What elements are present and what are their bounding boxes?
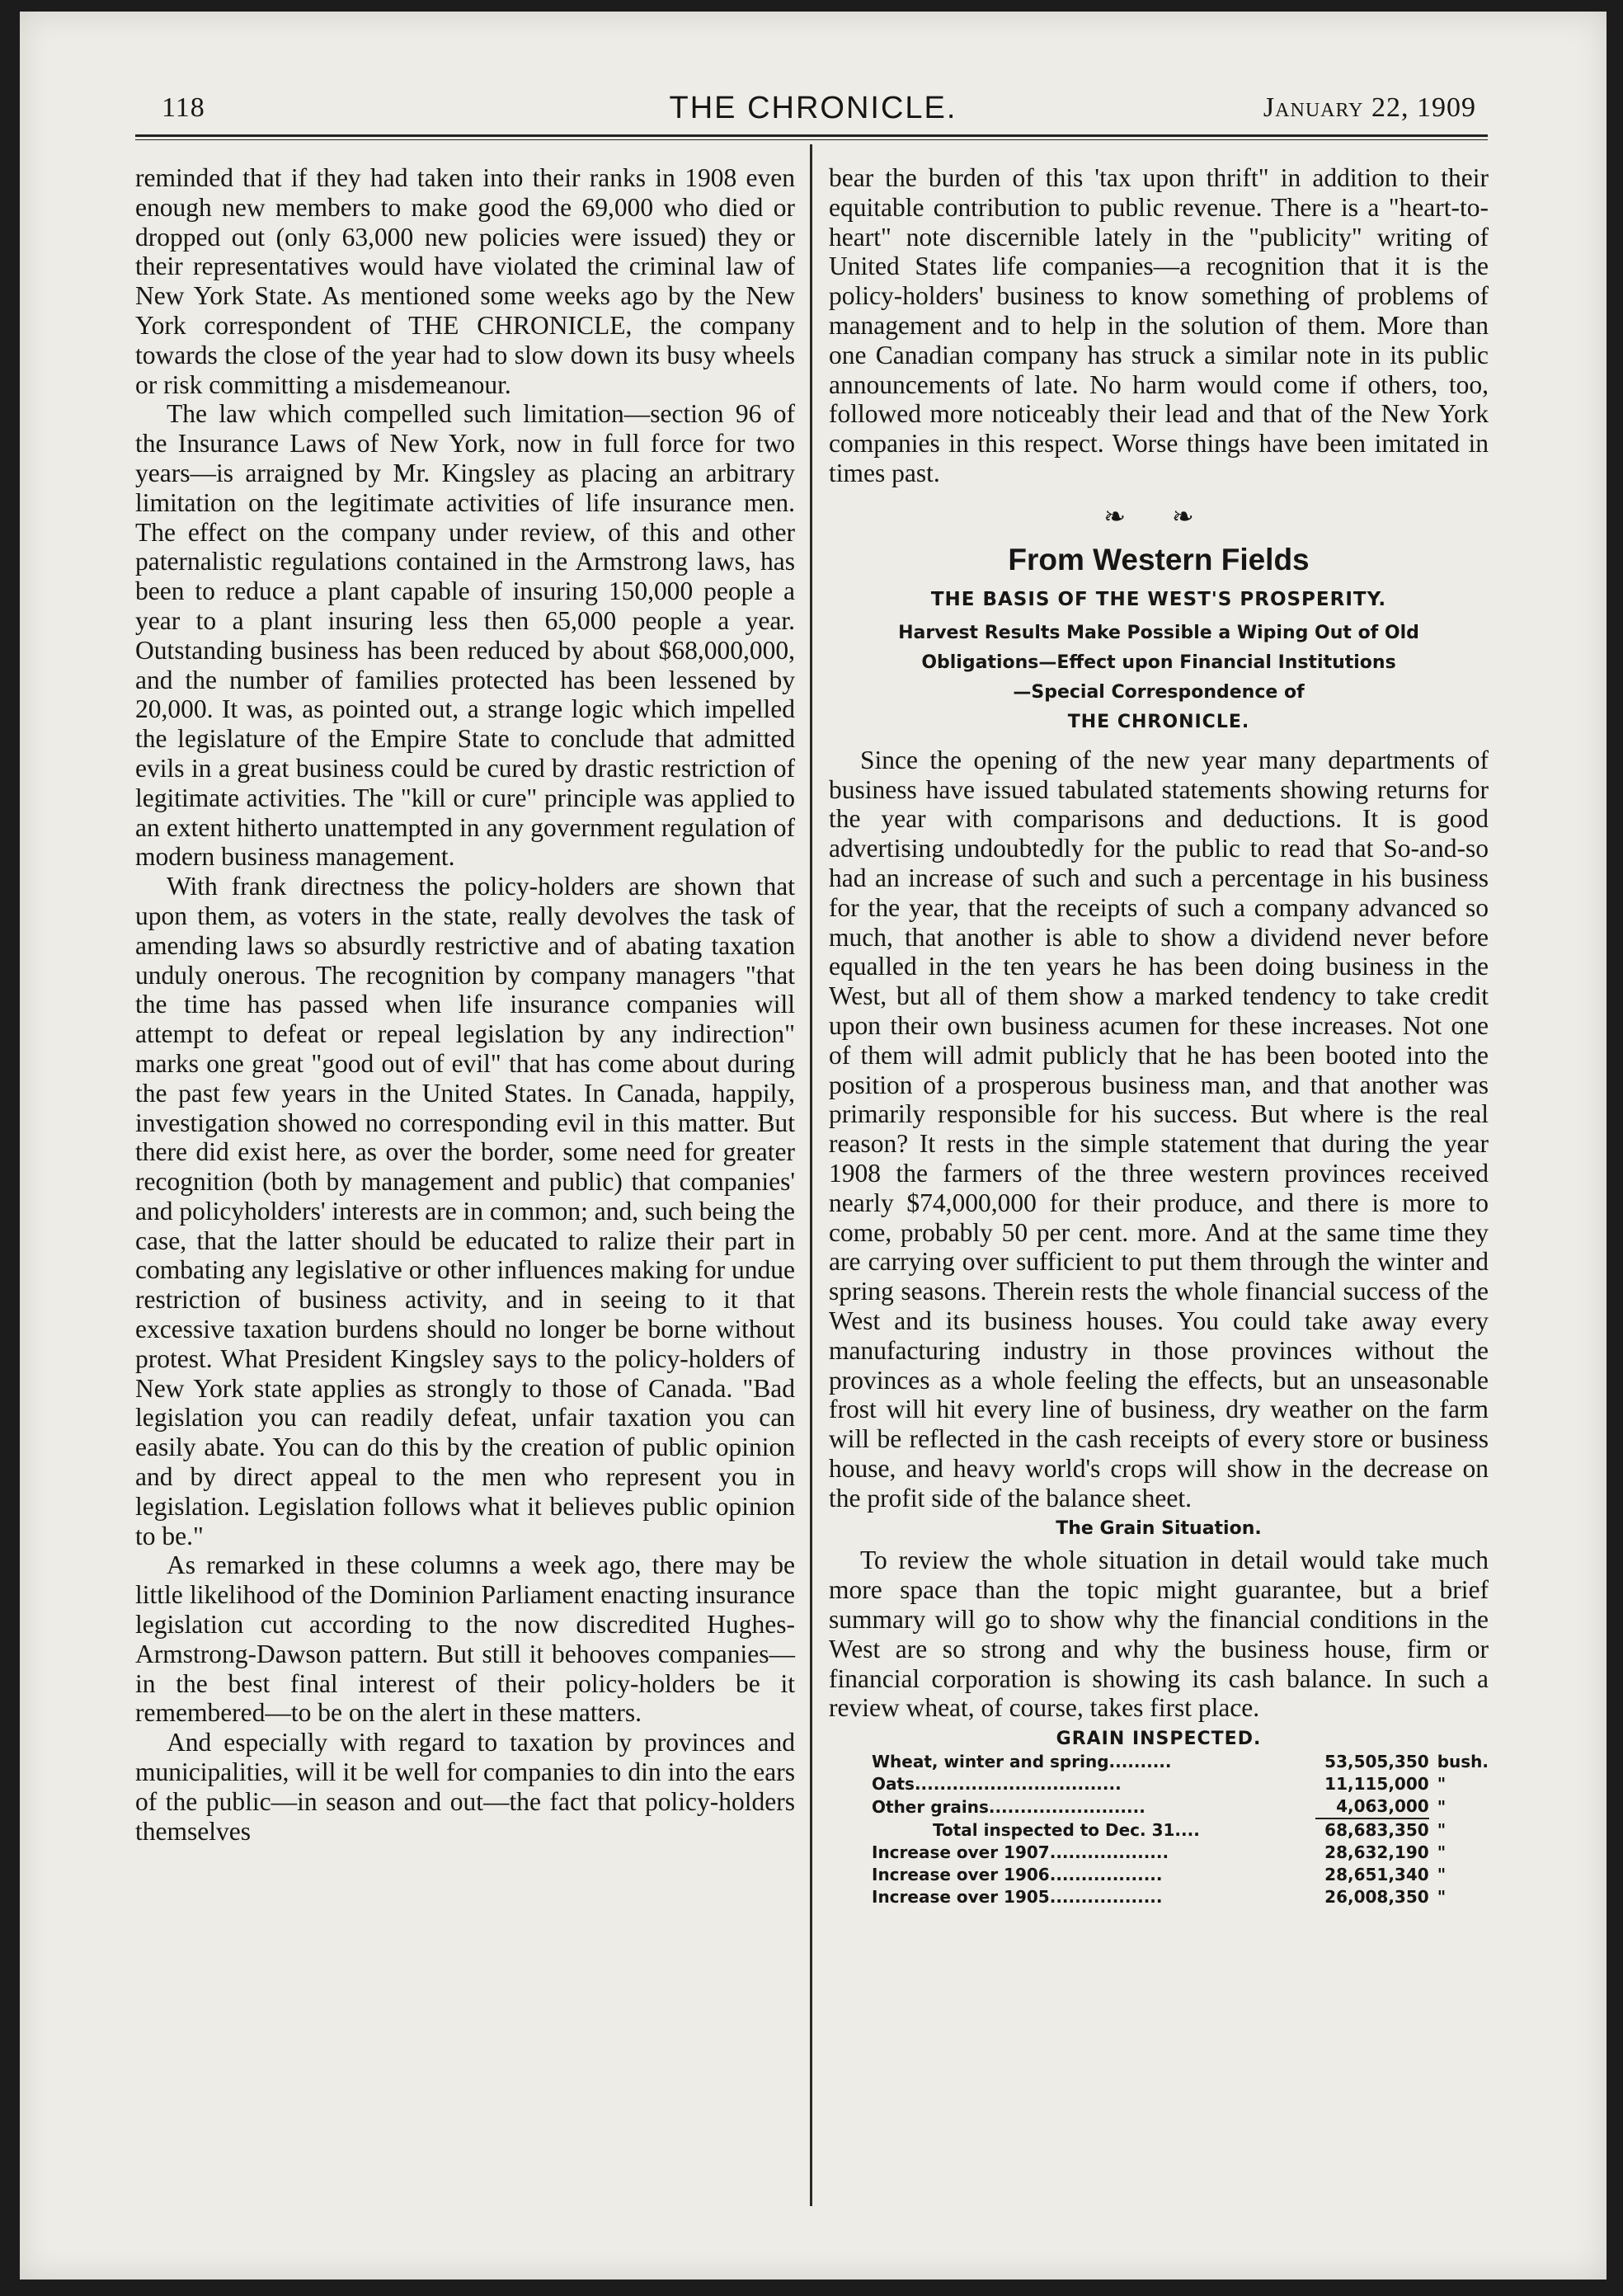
deck-line: Harvest Results Make Possible a Wiping Out of Old	[898, 622, 1419, 643]
row-label: Increase over 1905..................	[872, 1887, 1163, 1908]
row-label: Increase over 1906..................	[872, 1865, 1163, 1885]
issue-date: January 22, 1909	[1263, 92, 1476, 123]
page-number: 118	[162, 92, 205, 123]
left-paragraph: With frank directness the policy-holders are shown that upon them, as voters in the state, really devolves the task of amending laws so absurdly restrictive and of abating taxation unduly onerous. The recognition by company managers "that the time has passed when life insurance companies will attempt to defeat or repeal legislation by any indirection" marks one great "good out of evil" that has come about during the past few years in the United States. In Canada, happily, investigation showed no corresponding evil in this matter. But there did exist here, as over the border, some need for greater recognition (both by management and public) that companies' and policyholders' interests are in common; and, such being the case, that the latter should be educated to ralize their part in combating any legislative or other influences making for undue restriction of business activity, and in seeing to it that excessive taxation burdens should no longer be borne without protest. What President Kingsley says to the policy-holders of New York state applies as strongly to those of Canada. "Bad legislation you can readily defeat, unfair taxation you can easily abate. You can do this by the creation of public opinion and by direct appeal to the men who represent you in legislation. Legislation follows what it believes public opinion to be."	[135, 872, 795, 1550]
left-paragraph: As remarked in these columns a week ago, there may be little likelihood of the Dominion Parliament enacting insurance legislation cut according to the now discredited Hughes-Armstrong-Dawson pattern. But still it behooves companies—in the best final interest of their policy-holders be it remembered—to be on the alert in these matters.	[135, 1550, 795, 1728]
row-unit: "	[1437, 1887, 1447, 1908]
grain-table-title: GRAIN INSPECTED.	[1056, 1729, 1262, 1750]
row-value: 26,008,350	[1324, 1887, 1429, 1908]
deck-line: Obligations—Effect upon Financial Institutions	[921, 652, 1396, 673]
row-unit: "	[1437, 1796, 1447, 1817]
publication-title: THE CHRONICLE.	[669, 91, 957, 125]
left-paragraph: reminded that if they had taken into their ranks in 1908 even enough new members to make good the 69,000 who died or dropped out (only 63,000 new policies were issued) they or their representatives would have violated the criminal law of New York State. As mentioned some weeks ago by the New York correspondent of THE CHRONICLE, the company towards the close of the year had to slow down its busy wheels or risk committing a misdemeanour.	[135, 163, 795, 399]
row-value: 28,651,340	[1324, 1865, 1429, 1885]
continued-paragraph: bear the burden of this 'tax upon thrift" in addition to their equitable contribution to public revenue. There is a "heart-to-heart" note discernible lately in the "publicity" writing of United States life companies—a recognition that it is the policy-holders' business to know something of problems of management and to help in the solution of them. More than one Canadian company has struck a similar note in its public announcements of late. No harm would come if others, too, followed more noticeably their lead and that of the New York companies in this respect. Worse things have been imitated in times past.	[829, 163, 1489, 487]
row-label: Increase over 1907...................	[872, 1842, 1169, 1863]
row-value: 68,683,350	[1315, 1818, 1429, 1842]
row-unit: "	[1437, 1842, 1447, 1863]
row-label: Other grains.........................	[872, 1796, 1146, 1817]
header-rule	[135, 134, 1488, 137]
row-label: Total inspected to Dec. 31....	[933, 1819, 1200, 1840]
table-row-total	[872, 1818, 1489, 1842]
row-unit: "	[1437, 1819, 1447, 1840]
left-paragraph: And especially with regard to taxation by provinces and municipalities, will it be well for companies to din into the ears of the public—in season and out—the fact that policy-holders themselves	[135, 1728, 795, 1846]
row-label: Wheat, winter and spring..........	[872, 1752, 1172, 1772]
deck-line: —Special Correspondence of	[1013, 681, 1305, 703]
row-unit: "	[1437, 1774, 1447, 1795]
header-rule-thin	[135, 139, 1488, 140]
row-unit: bush.	[1437, 1752, 1489, 1772]
article-title: From Western Fields	[1008, 542, 1310, 576]
row-value: 28,632,190	[1324, 1842, 1429, 1863]
left-paragraph: The law which compelled such limitation—section 96 of the Insurance Laws of New York, now in full force for two years—is arraigned by Mr. Kingsley as placing an arbitrary limitation on the legitimate activities of life insurance men. The effect on the company under review, of this and other paternalistic regulations contained in the Armstrong laws, has been to reduce a plant capable of insuring 150,000 people a year to a plant insuring less then 65,000 people a year. Outstanding business has been reduced by about $68,000,000, and the number of families protected has been lessened by 20,000. It was, as pointed out, a strange logic which impelled the legislature of the Empire State to conclude that admitted evils in a great business could be cured by drastic restriction of legitimate activities. The "kill or cure" principle was applied to an extent hitherto unattempted in any government regulation of modern business management.	[135, 399, 795, 872]
column-divider	[810, 144, 812, 2206]
row-value: 53,505,350	[1324, 1752, 1429, 1772]
grain-inspected-table	[872, 1751, 1489, 1908]
table-row	[872, 1886, 1489, 1908]
section-heading: The Grain Situation.	[1056, 1518, 1262, 1540]
table-row	[872, 1751, 1489, 1773]
page-header	[142, 87, 1484, 137]
article-paragraph: Since the opening of the new year many departments of business have issued tabulated statements showing returns for the year with comparisons and deductions. It is good advertising undoubtedly for the public to read that So-and-so had an increase of such and such a percentage in his business for the year, that the receipts of such a company advanced so much, that another is able to show a dividend never before equalled in the ten years he has been doing business in the West, but all of them show a marked tendency to take credit upon their own business acumen for these increases. Not one of them will admit publicly that he has been booted into the position of a prosperous business man, and that another was primarily responsible for his success. But where is the real reason? It rests in the simple statement that during the year 1908 the farmers of the three western provinces received nearly $74,000,000 for their produce, and there is more to come, probably 50 per cent. more. And at the same time they are carrying over sufficient to put them through the winter and spring seasons. Therein rests the whole financial success of the West and its business houses. You could take away every manufacturing industry in those provinces without the provinces as a whole feeling the effects, but an unseasonable frost will hit every line of business, dry weather on the farm will be reflected in the cash receipts of every store or business house, and heavy world's crops will show in the decrease on the profit side of the balance sheet.	[829, 745, 1489, 1513]
row-value: 11,115,000	[1324, 1774, 1429, 1795]
row-label: Oats.................................	[872, 1774, 1122, 1795]
article-deck	[829, 619, 1489, 737]
table-row	[872, 1773, 1489, 1795]
article-subtitle: THE BASIS OF THE WEST'S PROSPERITY.	[930, 588, 1387, 610]
right-column	[829, 163, 1489, 1908]
deck-line: THE CHRONICLE.	[1067, 711, 1250, 732]
table-row	[872, 1842, 1489, 1864]
row-unit: "	[1437, 1865, 1447, 1885]
table-row	[872, 1795, 1489, 1818]
article-paragraph: To review the whole situation in detail would take much more space than the topic might guarantee, but a brief summary will go to show why the financial conditions in the West are so strong and why the business house, firm or financial corporation is showing its cash balance. In such a review wheat, of course, takes first place.	[829, 1546, 1489, 1723]
ornament-divider: ❧ ❧	[1103, 501, 1214, 531]
left-column	[135, 163, 795, 1846]
table-row	[872, 1864, 1489, 1886]
row-value: 4,063,000	[1336, 1796, 1429, 1817]
